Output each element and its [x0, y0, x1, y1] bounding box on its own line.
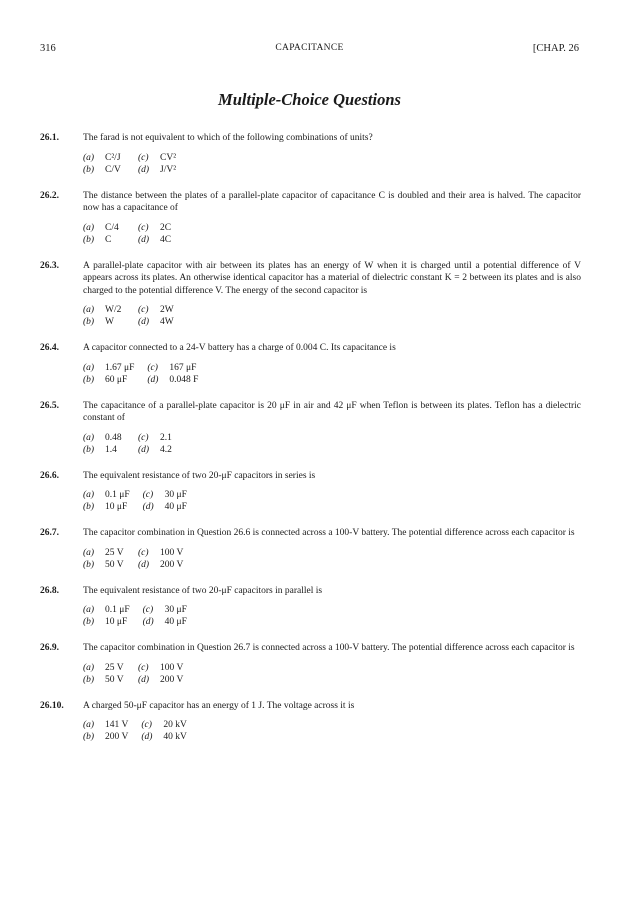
- answer-option: [83, 316, 125, 328]
- option-value: C/V: [105, 164, 121, 175]
- option-value: J/V²: [160, 164, 177, 175]
- question-item: [40, 470, 581, 514]
- question-item: [40, 342, 581, 386]
- option-letter: (d): [141, 732, 153, 742]
- option-value: 20 kV: [163, 720, 187, 730]
- option-value: 1.67 μF: [105, 362, 135, 373]
- answer-option: [138, 432, 180, 444]
- option-letter: (b): [83, 732, 95, 742]
- option-letter: (d): [138, 164, 150, 175]
- question-number: 26.2.: [40, 190, 59, 201]
- option-value: 100 V: [160, 547, 184, 558]
- answer-option: [138, 547, 183, 559]
- answer-option: [83, 559, 125, 571]
- answer-option: [143, 604, 187, 616]
- option-value: 0.048 F: [169, 374, 199, 385]
- option-letter: (b): [83, 374, 95, 385]
- option-value: W/2: [105, 305, 122, 315]
- answer-option: [83, 719, 128, 731]
- option-letter: (b): [83, 617, 95, 627]
- answer-option: [83, 432, 125, 444]
- option-letter: (c): [138, 152, 149, 163]
- page-header: [40, 43, 579, 57]
- question-list: [40, 132, 581, 757]
- option-value: 40 kV: [163, 732, 187, 742]
- option-letter: (c): [138, 305, 149, 315]
- question-number: 26.6.: [40, 470, 59, 481]
- question-item: [40, 400, 581, 456]
- answer-option: [83, 662, 125, 674]
- answer-option: [138, 662, 183, 674]
- answer-option: [138, 234, 180, 246]
- option-value: 50 V: [105, 674, 124, 685]
- question-row: [40, 260, 581, 298]
- answer-option: [83, 731, 128, 743]
- question-text: A capacitor connected to a 24-V battery has a charge of 0.004 C. Its capacitance is: [83, 343, 396, 353]
- answer-option: [138, 559, 183, 571]
- question-item: [40, 585, 581, 629]
- option-value: 4W: [160, 317, 174, 327]
- option-letter: (a): [83, 720, 95, 730]
- chapter-label: [CHAP. 26: [532, 43, 579, 54]
- answer-option: [83, 374, 134, 386]
- option-value: 200 V: [105, 732, 129, 742]
- option-letter: (a): [83, 547, 95, 558]
- option-value: 4C: [160, 234, 172, 245]
- question-text: The capacitor combination in Question 26.7 is connected across a 100-V battery. The potential difference across each capacitor is: [83, 643, 575, 653]
- running-title: CAPACITANCE: [275, 43, 344, 53]
- question-number: 26.4.: [40, 343, 59, 353]
- answer-option: [138, 674, 183, 686]
- option-letter: (d): [138, 444, 150, 455]
- option-letter: (c): [142, 490, 154, 500]
- option-value: 25 V: [105, 662, 124, 673]
- option-letter: (b): [83, 234, 95, 245]
- option-letter: (d): [138, 317, 150, 327]
- question-text: The distance between the plates of a parallel-plate capacitor of capacitance C is doubled and their area is halved. The capacitor now has a capacitance of: [83, 190, 581, 213]
- option-value: C: [105, 234, 112, 245]
- question-text: The capacitance of a parallel-plate capacitor is 20 μF in air and 42 μF when Teflon is between its plates. Teflon has a dielectric constant of: [83, 400, 581, 423]
- option-letter: (c): [138, 222, 149, 233]
- option-letter: (c): [138, 662, 149, 673]
- option-value: 200 V: [160, 559, 184, 570]
- option-value: 60 μF: [105, 374, 128, 385]
- answer-option: [143, 616, 187, 628]
- option-value: 2W: [160, 305, 174, 315]
- option-letter: (a): [83, 362, 95, 373]
- answer-option: [141, 731, 187, 743]
- option-letter: (c): [142, 605, 154, 615]
- answer-option: [83, 501, 130, 513]
- option-letter: (d): [142, 502, 154, 512]
- question-number: 26.7.: [40, 528, 59, 538]
- answer-option: [138, 304, 180, 316]
- option-value: 40 μF: [164, 617, 187, 627]
- answer-options: [83, 222, 581, 246]
- option-letter: (d): [142, 617, 154, 627]
- option-letter: (a): [83, 432, 95, 443]
- question-item: [40, 260, 581, 329]
- option-letter: (d): [138, 559, 150, 570]
- option-value: 200 V: [160, 674, 184, 685]
- answer-options: [83, 662, 581, 686]
- option-value: 141 V: [105, 720, 129, 730]
- option-value: 167 μF: [169, 362, 197, 373]
- answer-option: [83, 164, 125, 176]
- answer-options: [83, 362, 581, 386]
- option-letter: (c): [138, 432, 149, 443]
- answer-option: [147, 362, 198, 374]
- answer-options: [83, 719, 581, 743]
- option-letter: (a): [83, 662, 95, 673]
- question-number: 26.10.: [40, 700, 64, 711]
- option-value: C²/J: [105, 152, 121, 163]
- answer-options: [83, 152, 581, 176]
- question-row: [40, 400, 581, 425]
- answer-option: [83, 547, 125, 559]
- question-number: 26.5.: [40, 400, 59, 411]
- option-value: 1.4: [105, 444, 117, 455]
- answer-option: [138, 444, 180, 456]
- question-number: 26.3.: [40, 260, 59, 271]
- answer-option: [143, 489, 187, 501]
- question-item: [40, 190, 581, 246]
- question-number: 26.8.: [40, 585, 59, 596]
- question-row: [40, 700, 581, 713]
- option-letter: (a): [83, 222, 95, 233]
- question-text: The capacitor combination in Question 26.6 is connected across a 100-V battery. The potential difference across each capacitor is: [83, 528, 575, 538]
- answer-options: [83, 432, 581, 456]
- question-row: [40, 642, 581, 655]
- answer-option: [83, 674, 125, 686]
- option-value: 40 μF: [164, 502, 187, 512]
- answer-option: [83, 489, 130, 501]
- answer-option: [141, 719, 187, 731]
- answer-options: [83, 547, 581, 571]
- answer-option: [83, 444, 125, 456]
- option-value: C/4: [105, 222, 119, 233]
- option-letter: (a): [83, 490, 95, 500]
- option-value: 2.1: [160, 432, 172, 443]
- option-value: 30 μF: [164, 490, 187, 500]
- option-value: 0.48: [105, 432, 122, 443]
- option-letter: (b): [83, 164, 95, 175]
- question-item: [40, 132, 581, 176]
- question-row: [40, 585, 581, 598]
- option-value: 0.1 μF: [105, 605, 130, 615]
- option-letter: (b): [83, 317, 95, 327]
- answer-option: [83, 604, 130, 616]
- option-value: 50 V: [105, 559, 124, 570]
- answer-option: [143, 501, 187, 513]
- answer-option: [83, 222, 125, 234]
- page-number: 316: [40, 43, 56, 54]
- option-letter: (b): [83, 502, 95, 512]
- section-title: Multiple-Choice Questions: [218, 90, 401, 109]
- option-letter: (b): [83, 444, 95, 455]
- option-value: 10 μF: [105, 502, 128, 512]
- answer-option: [138, 222, 180, 234]
- option-value: W: [105, 317, 114, 327]
- option-value: 2C: [160, 222, 172, 233]
- option-letter: (d): [138, 234, 150, 245]
- question-text: A parallel-plate capacitor with air between its plates has an energy of W when it is charged until a potential difference of V appears across its plates. An otherwise identical capacitor has a material of dielectric constant K = 2 between its plates and is also charged to the potential difference V. The energy of the second capacitor is: [83, 260, 581, 296]
- answer-option: [83, 362, 134, 374]
- option-value: 0.1 μF: [105, 490, 130, 500]
- option-value: 100 V: [160, 662, 184, 673]
- option-letter: (a): [83, 152, 95, 163]
- question-item: [40, 527, 581, 571]
- question-row: [40, 190, 581, 215]
- answer-options: [83, 604, 581, 628]
- question-item: [40, 642, 581, 686]
- question-row: [40, 470, 581, 483]
- answer-option: [138, 152, 180, 164]
- answer-option: [83, 234, 125, 246]
- option-letter: (b): [83, 674, 95, 685]
- answer-option: [147, 374, 198, 386]
- answer-options: [83, 489, 581, 513]
- question-item: [40, 700, 581, 744]
- answer-option: [83, 304, 125, 316]
- answer-options: [83, 304, 581, 328]
- option-letter: (a): [83, 605, 95, 615]
- answer-option: [83, 616, 130, 628]
- answer-option: [138, 164, 180, 176]
- question-row: [40, 132, 581, 145]
- question-row: [40, 527, 581, 540]
- option-value: 25 V: [105, 547, 124, 558]
- question-text: The equivalent resistance of two 20-μF capacitors in parallel is: [83, 585, 323, 596]
- option-letter: (d): [138, 674, 150, 685]
- option-letter: (b): [83, 559, 95, 570]
- option-value: 10 μF: [105, 617, 128, 627]
- question-text: The farad is not equivalent to which of the following combinations of units?: [83, 133, 373, 143]
- question-text: A charged 50-μF capacitor has an energy of 1 J. The voltage across it is: [83, 700, 355, 711]
- option-value: 4.2: [160, 444, 172, 455]
- option-letter: (d): [147, 374, 159, 385]
- option-letter: (c): [141, 720, 152, 730]
- question-number: 26.1.: [40, 133, 59, 143]
- option-value: 30 μF: [164, 605, 187, 615]
- option-letter: (c): [147, 362, 158, 373]
- option-value: CV²: [160, 152, 177, 163]
- answer-option: [83, 152, 125, 164]
- question-number: 26.9.: [40, 643, 59, 653]
- answer-option: [138, 316, 180, 328]
- question-text: The equivalent resistance of two 20-μF capacitors in series is: [83, 470, 316, 481]
- option-letter: (c): [138, 547, 149, 558]
- option-letter: (a): [83, 305, 95, 315]
- question-row: [40, 342, 581, 355]
